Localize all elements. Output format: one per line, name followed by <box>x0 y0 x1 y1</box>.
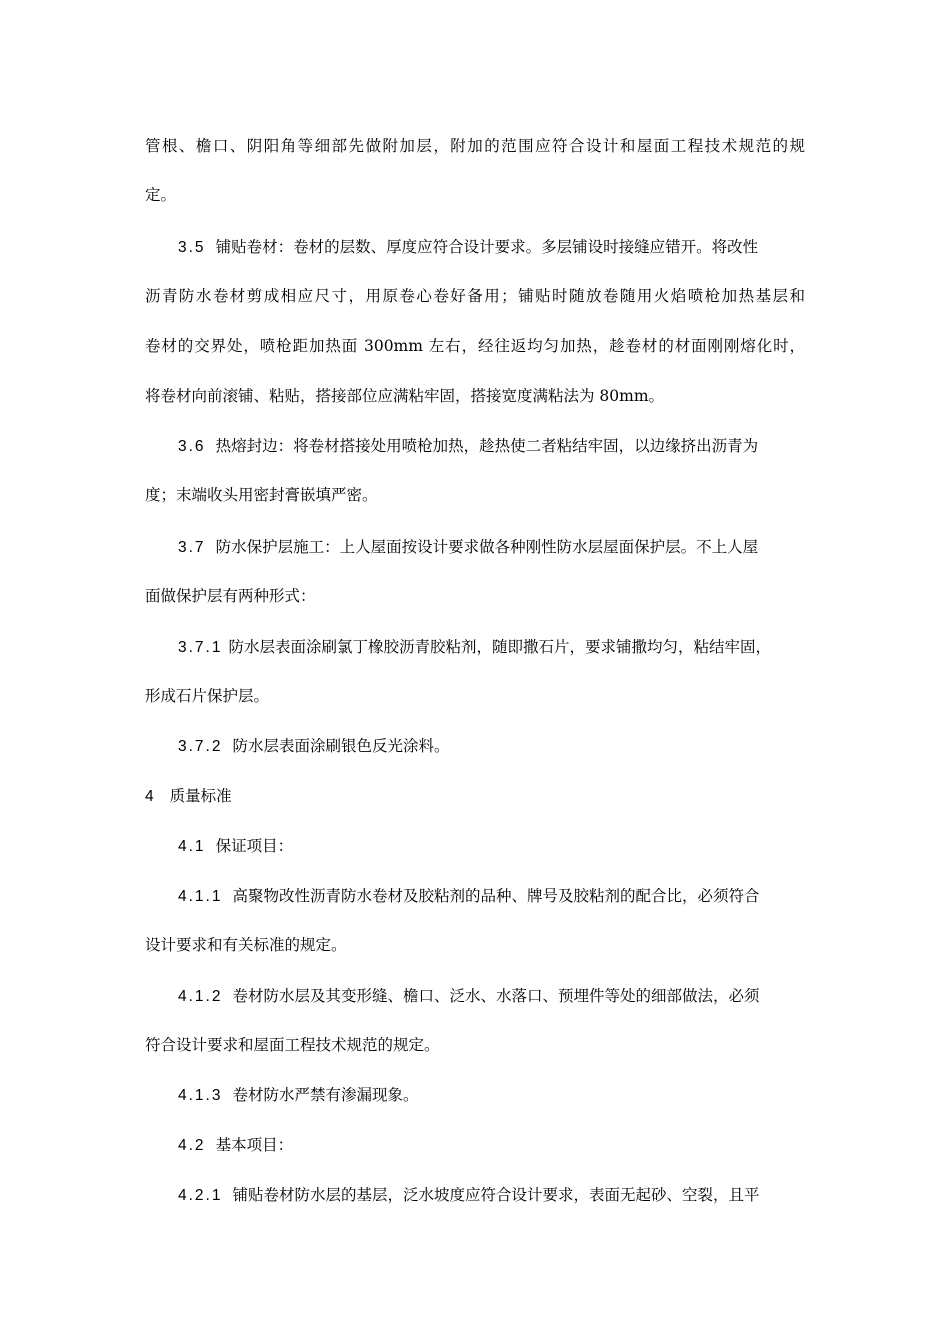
section-3-7-1-first-line <box>178 635 950 660</box>
paragraph-text: 铺贴卷材：卷材的层数、厚度应符合设计要求。多层铺设时接缝应错开。将改性 <box>215 238 759 256</box>
paragraph-text: 防水层表面涂刷银色反光涂料。 <box>232 737 450 755</box>
section-heading-text: 质量标准 <box>169 787 232 805</box>
section-number: 4.1.1 <box>178 888 223 905</box>
paragraph-line: 形成石片保护层。 <box>145 687 270 705</box>
paragraph-line: 度；末端收头用密封膏嵌填严密。 <box>145 486 378 504</box>
section-number: 4.1 <box>178 838 206 855</box>
section-4-heading <box>145 784 950 809</box>
section-number: 3.6 <box>178 438 206 455</box>
section-4-1-1-first-line <box>178 884 950 909</box>
paragraph-line: 面做保护层有两种形式： <box>145 587 316 605</box>
paragraph-text: 高聚物改性沥青防水卷材及胶粘剂的品种、牌号及胶粘剂的配合比，必须符合 <box>232 887 760 905</box>
section-number: 3.7 <box>178 539 206 556</box>
paragraph-line: 符合设计要求和屋面工程技术规范的规定。 <box>145 1036 440 1054</box>
paragraph-line: 卷材的交界处，喷枪距加热面 300mm 左右，经往返均匀加热，趁卷材的材面刚刚熔化时， <box>145 337 805 355</box>
section-3-7-2-line <box>178 734 950 759</box>
paragraph-text: 保证项目： <box>215 837 294 855</box>
section-4-1-3-line <box>178 1083 950 1108</box>
paragraph-line: 定。 <box>145 186 177 204</box>
paragraph-text: 热熔封边：将卷材搭接处用喷枪加热，趁热使二者粘结牢固，以边缘挤出沥青为 <box>215 437 759 455</box>
paragraph-text: 基本项目： <box>215 1136 294 1154</box>
section-number: 4.2.1 <box>178 1187 223 1204</box>
section-4-2-line <box>178 1133 950 1158</box>
section-3-6-first-line <box>178 434 950 459</box>
paragraph-line: 设计要求和有关标准的规定。 <box>145 936 347 954</box>
section-4-1-line <box>178 834 950 859</box>
section-4-2-1-first-line <box>178 1183 950 1208</box>
section-number: 4.1.2 <box>178 988 223 1005</box>
paragraph-line: 将卷材向前滚铺、粘贴，搭接部位应满粘牢固，搭接宽度满粘法为 80mm。 <box>145 387 665 405</box>
paragraph-line: 管根、檐口、阴阳角等细部先做附加层，附加的范围应符合设计和屋面工程技术规范的规 <box>145 137 805 155</box>
paragraph-text: 防水层表面涂刷氯丁橡胶沥青胶粘剂，随即撒石片，要求铺撒均匀，粘结牢固， <box>228 638 771 656</box>
section-number: 3.7.2 <box>178 738 223 755</box>
section-3-5-first-line <box>178 235 950 260</box>
section-number: 3.5 <box>178 239 206 256</box>
section-4-1-2-first-line <box>178 984 950 1009</box>
paragraph-line: 沥青防水卷材剪成相应尺寸，用原卷心卷好备用；铺贴时随放卷随用火焰喷枪加热基层和 <box>145 287 805 305</box>
section-number: 4.1.3 <box>178 1087 223 1104</box>
section-number: 4 <box>145 788 156 805</box>
paragraph-text: 铺贴卷材防水层的基层，泛水坡度应符合设计要求，表面无起砂、空裂，且平 <box>232 1186 760 1204</box>
section-number: 3.7.1 <box>178 639 223 656</box>
section-3-7-first-line <box>178 535 950 560</box>
paragraph-text: 卷材防水严禁有渗漏现象。 <box>232 1086 419 1104</box>
section-number: 4.2 <box>178 1137 206 1154</box>
paragraph-text: 卷材防水层及其变形缝、檐口、泛水、水落口、预埋件等处的细部做法，必须 <box>232 987 760 1005</box>
paragraph-text: 防水保护层施工：上人屋面按设计要求做各种刚性防水层屋面保护层。不上人屋 <box>215 538 759 556</box>
